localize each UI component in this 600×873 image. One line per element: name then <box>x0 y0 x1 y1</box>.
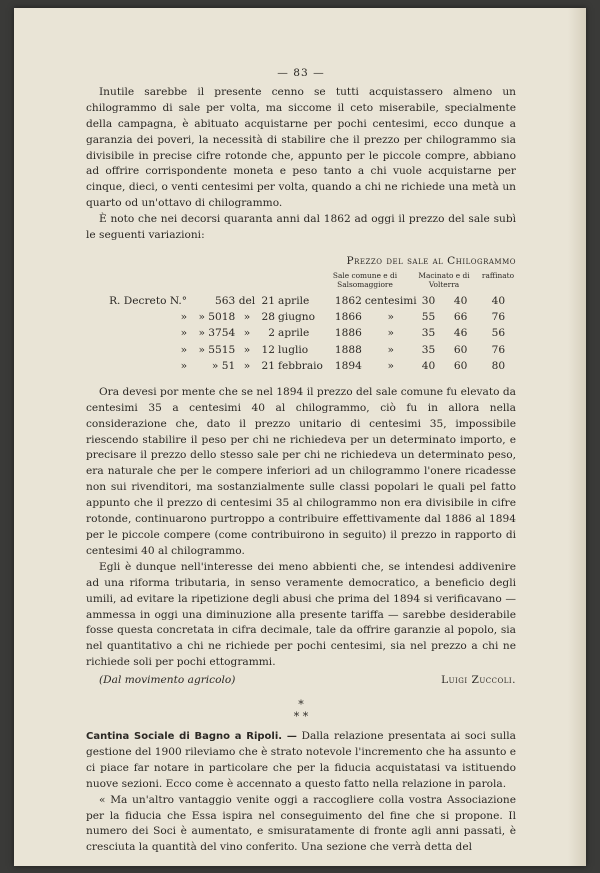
price-cell-del: » <box>243 327 251 340</box>
price-cell-unit: centesimi <box>364 295 417 308</box>
document-page <box>14 8 586 866</box>
price-cell-v1: 30 <box>421 295 436 308</box>
price-cell-day: 21 <box>261 359 276 372</box>
price-cell-v2: 40 <box>453 295 468 308</box>
price-cell-day: 21 <box>261 295 276 308</box>
signature-line <box>86 673 516 689</box>
price-cell-num: 563 <box>215 295 236 308</box>
price-cell-unit: » <box>387 327 395 340</box>
paragraph-conclusion: Egli è dunque nell'interesse dei meno abbienti che, se intendesi addivenire ad una riforma tributaria, in senso veramente democratico, a beneficio degli umili, ad evitare la ripetizione degli abusi che prima del 1894 si verificavano — ammessa in oggi una diminuzione alla presente tariffa — sarebbe desiderabile fosse questa concretata in cifra decimale, tale da offrire garanzie al popolo, sia nel quantitativo a chi ne richiede per pochi centesimi, sia nel prezzo a chi ne richiede soli per pochi ettogrammi. <box>86 560 516 669</box>
paragraph-analysis: Ora devesi por mente che se nel 1894 il prezzo del sale comune fu elevato da centesimi 35 a centesimi 40 al chilogrammo, ciò fu in allora nella considerazione che, dato il prezzo unitario di centesimi 35, impossibile riescendo stabilire il peso per chi ne richiedeva per un determinato importo, e precisare il prezzo dello stesso sale per chi ne richiedeva un determinato peso, era naturale che per le compere inferiori ad un chilogrammo l'onere ricadesse non sui rivenditori, ma sostanzialmente sulle classi popolari le quali pel fatto appunto che il prezzo di centesimi 35 al chilogrammo non era divisibile in cifre rotonde, continuarono purtroppo a contribuire effettivamente dal 1886 al 1894 per le piccole compere (come contribuirono in seguito) il prezzo in rapporto di centesimi 40 al chilogrammo. <box>86 385 516 557</box>
price-cell-year: 1894 <box>334 359 362 372</box>
price-cell-v3: 76 <box>491 311 506 324</box>
price-cell-num: » 5515 <box>198 343 236 356</box>
price-cell-num: » 3754 <box>198 327 236 340</box>
subhead-sale-comune: Sale comune e di Salsomaggiore <box>332 270 398 289</box>
price-cell-v2: 66 <box>453 311 468 324</box>
price-cell-del: del <box>238 295 256 308</box>
author-name: Luigi Zuccoli. <box>441 674 516 687</box>
price-cell-v1: 35 <box>421 327 436 340</box>
price-table-row <box>90 310 516 326</box>
price-table-subheads <box>86 270 516 292</box>
price-cell-num: » 51 <box>211 359 236 372</box>
price-cell-v1: 35 <box>421 343 436 356</box>
price-cell-year: 1862 <box>334 295 362 308</box>
price-cell-month: febbraio <box>278 359 323 372</box>
price-table <box>90 294 516 375</box>
price-cell-num: » 5018 <box>198 311 236 324</box>
subhead-raffinato: raffinato <box>481 270 515 280</box>
price-cell-month: aprile <box>278 327 310 340</box>
source-citation: (Dal movimento agricolo) <box>99 674 236 687</box>
price-cell-a: » <box>180 343 188 356</box>
section-quote: « Ma un'altro vantaggio venite oggi a raccogliere colla vostra Associazione per la fiducia che Essa ispira nel conseguimento del fine che si propone. Il numero dei Soci è aumentato, e smisuratamente di fronte agli anni passati, è cresciuta la quantità del vino conferito. Una sezione che verrà detta del <box>86 793 516 854</box>
page-content <box>86 66 516 856</box>
price-cell-a: » <box>180 327 188 340</box>
page-edge-shadow <box>568 8 586 866</box>
price-cell-v2: 60 <box>453 359 468 372</box>
price-cell-month: luglio <box>278 343 309 356</box>
price-cell-day: 12 <box>261 343 276 356</box>
price-cell-month: giugno <box>278 311 316 324</box>
section-intro: Dalla relazione presentata ai soci sulla gestione del 1900 rileviamo che è strato notevole l'incremento che ha assunto e ci piace far notare in particolare che per la fiducia acquistatasi va istituendo nuove sezioni. Ecco come è accennato a questo fatto nella relazione in parola. <box>86 730 516 790</box>
price-cell-year: 1866 <box>334 311 362 324</box>
section-asterism <box>86 699 516 723</box>
subhead-macinato: Macinato e di Volterra <box>418 270 470 289</box>
price-cell-v3: 56 <box>491 327 506 340</box>
price-cell-v2: 46 <box>453 327 468 340</box>
price-cell-unit: » <box>387 311 395 324</box>
price-cell-v1: 40 <box>421 359 436 372</box>
price-table-row <box>90 326 516 342</box>
price-table-row <box>90 294 516 310</box>
price-cell-month: aprile <box>278 295 310 308</box>
price-cell-del: » <box>243 343 251 356</box>
price-cell-v3: 80 <box>491 359 506 372</box>
paragraph-price-history: È noto che nei decorsi quaranta anni dal 1862 ad oggi il prezzo del sale subì le seguenti variazioni: <box>86 213 516 242</box>
price-cell-v2: 60 <box>453 343 468 356</box>
price-cell-del: » <box>243 311 251 324</box>
asterism-glyph: * * * <box>293 698 309 724</box>
price-cell-year: 1886 <box>334 327 362 340</box>
price-table-row <box>90 342 516 358</box>
price-cell-v3: 76 <box>491 343 506 356</box>
price-cell-a: R. Decreto N.° <box>109 295 188 308</box>
section-cantina <box>86 729 516 793</box>
section-heading: Cantina Sociale di Bagno a Ripoli. — <box>86 731 297 743</box>
paragraph-intro: Inutile sarebbe il presente cenno se tutti acquistassero almeno un chilogrammo di sale per volta, ma siccome il ceto miserabile, specialmente della campagna, è abituato acquistarne per pochi centesimi, ecco dunque a garanzia dei poveri, la necessità di stabilire che il prezzo per chilogrammo sia divisibile in precise cifre rotonde che, appunto per le piccole compre, abbiano ad offrire corrispondente moneta e peso tanto a chi vuole acquistarne per cinque, dieci, o venti centesimi per volta, quando a chi ne richiede una metà un quarto od un'ottavo di chilogrammo. <box>86 85 516 210</box>
price-cell-unit: » <box>387 359 395 372</box>
price-cell-a: » <box>180 359 188 372</box>
price-cell-del: » <box>243 359 251 372</box>
price-cell-v3: 40 <box>491 295 506 308</box>
price-cell-day: 2 <box>268 327 276 340</box>
price-cell-day: 28 <box>261 311 276 324</box>
price-cell-v1: 55 <box>421 311 436 324</box>
price-cell-unit: » <box>387 343 395 356</box>
page-number: — 83 — <box>277 67 325 79</box>
price-cell-a: » <box>180 311 188 324</box>
price-table-row <box>90 359 516 375</box>
price-table-title: Prezzo del sale al Chilogrammo <box>346 254 516 267</box>
price-cell-year: 1888 <box>334 343 362 356</box>
